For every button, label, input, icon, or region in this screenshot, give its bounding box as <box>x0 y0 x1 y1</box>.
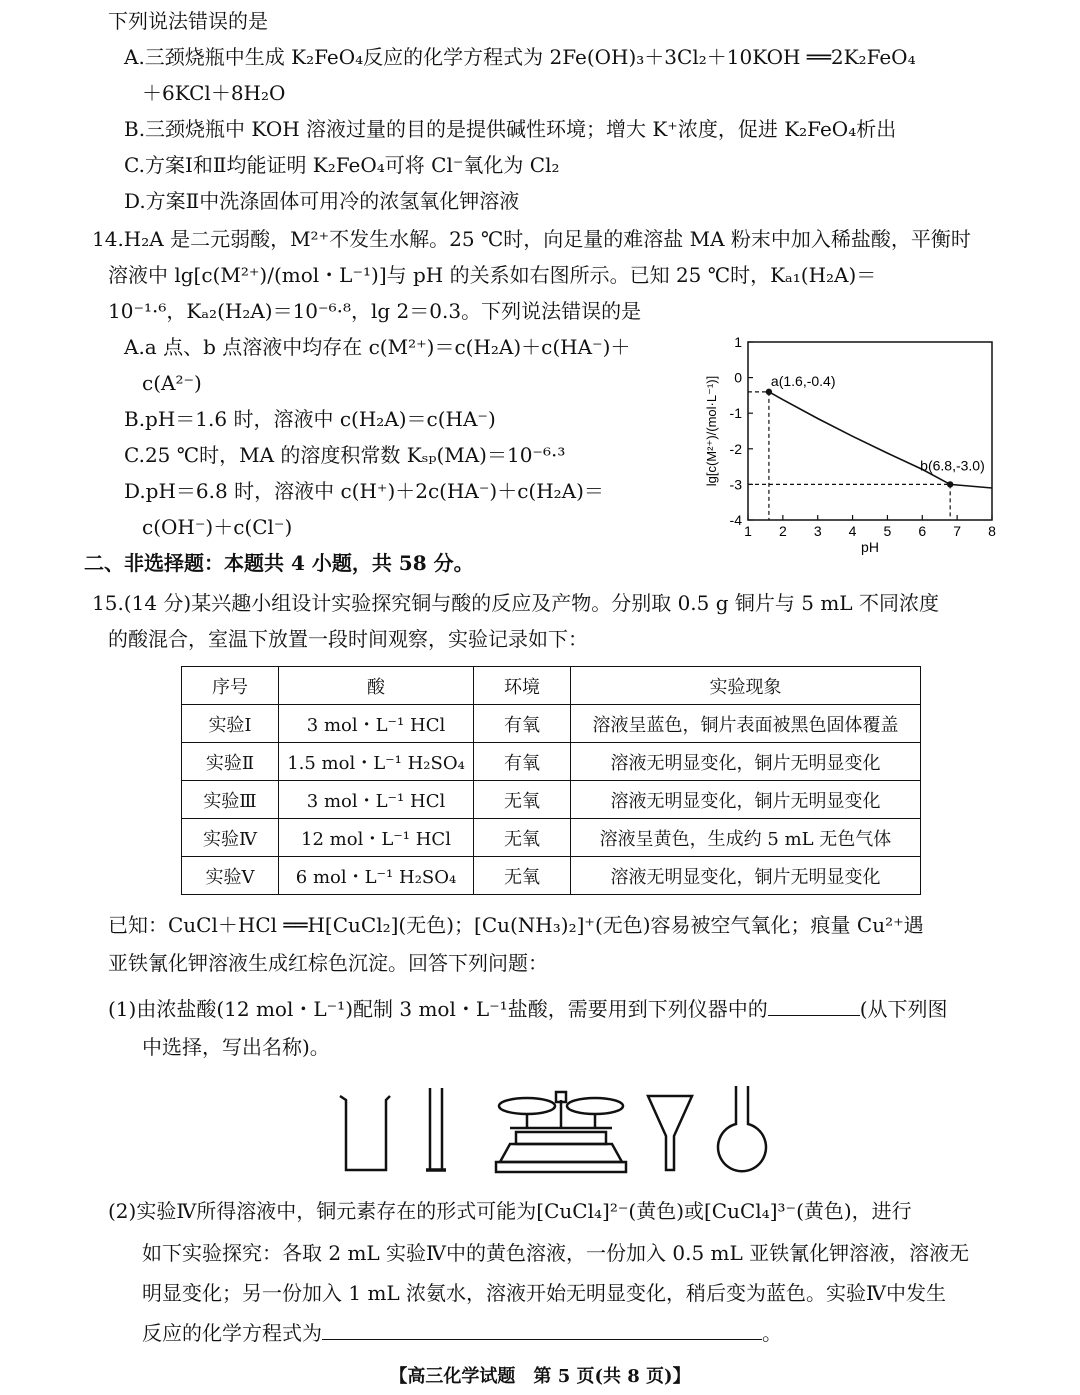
q15-stem-line2: 的酸混合，室温下放置一段时间观察，实验记录如下： <box>108 627 588 651</box>
table-header-row <box>182 667 921 705</box>
answer-blank-2[interactable] <box>322 1339 762 1340</box>
beaker-icon <box>340 1096 390 1170</box>
q14-option-a-line1: A.a 点、b 点溶液中均存在 c(M²⁺)＝c(H₂A)＋c(HA⁻)＋ <box>124 335 631 359</box>
table-header: 实验现象 <box>571 667 921 705</box>
table-row <box>182 705 921 743</box>
table-header: 酸 <box>279 667 474 705</box>
q14-option-b: B.pH＝1.6 时，溶液中 c(H₂A)＝c(HA⁻) <box>124 407 496 431</box>
x-tick-label: 2 <box>778 523 787 539</box>
experiment-table <box>181 666 921 895</box>
q15-known-line1: 已知：CuCl＋HCl ══H[CuCl₂](无色)；[Cu(NH₃)₂]⁺(无色)容易被空气氧化；痕量 Cu²⁺遇 <box>108 913 924 937</box>
table-cell: 溶液无明显变化，铜片无明显变化 <box>571 781 921 819</box>
q13-stem-tail: 下列说法错误的是 <box>108 9 268 33</box>
q13-option-a-line1: A.三颈烧瓶中生成 K₂FeO₄反应的化学方程式为 2Fe(OH)₃＋3Cl₂＋10KOH ══2K₂FeO₄ <box>124 45 916 69</box>
table-cell: 溶液无明显变化，铜片无明显变化 <box>571 857 921 895</box>
table-cell: 无氧 <box>474 819 571 857</box>
q13-option-c: C.方案Ⅰ和Ⅱ均能证明 K₂FeO₄可将 Cl⁻氧化为 Cl₂ <box>124 153 560 177</box>
series-line <box>769 392 992 488</box>
x-tick-label: 8 <box>988 523 996 539</box>
q14-option-c: C.25 ℃时，MA 的溶度积常数 Kₛₚ(MA)＝10⁻⁶·³ <box>124 443 566 467</box>
data-point <box>947 481 953 487</box>
table-cell: 12 mol・L⁻¹ HCl <box>279 819 474 857</box>
q13-option-a-line2: ＋6KCl＋8H₂O <box>142 81 286 105</box>
q15-part1-text-tail: (从下列图 <box>859 997 948 1021</box>
balance-scale-icon <box>496 1092 626 1172</box>
table-cell: 实验Ⅲ <box>182 781 279 819</box>
q15-known-line2: 亚铁氰化钾溶液生成红棕色沉淀。回答下列问题： <box>108 951 548 975</box>
table-cell: 实验Ⅳ <box>182 819 279 857</box>
table-cell: 有氧 <box>474 705 571 743</box>
x-tick-label: 6 <box>918 523 927 539</box>
graduated-cylinder-icon <box>426 1088 446 1170</box>
x-tick-label: 4 <box>848 523 857 539</box>
table-cell: 溶液呈蓝色，铜片表面被黑色固体覆盖 <box>571 705 921 743</box>
table-header: 环境 <box>474 667 571 705</box>
table-cell: 1.5 mol・L⁻¹ H₂SO₄ <box>279 743 474 781</box>
q15-part1-text: (1)由浓盐酸(12 mol・L⁻¹)配制 3 mol・L⁻¹盐酸，需要用到下列仪器中的 <box>108 997 768 1021</box>
x-tick-label: 1 <box>744 523 752 539</box>
q15-part2-line3: 明显变化；另一份加入 1 mL 浓氨水，溶液开始无明显变化，稍后变为蓝色。实验Ⅳ中发生 <box>142 1281 947 1305</box>
q15-part2-text: 反应的化学方程式为 <box>142 1321 322 1345</box>
q15-part2-line1: (2)实验Ⅳ所得溶液中，铜元素存在的形式可能为[CuCl₄]²⁻(黄色)或[CuCl₄]³⁻(黄色)，进行 <box>108 1199 912 1223</box>
instrument-figures <box>330 1082 770 1178</box>
q15-part2-line2: 如下实验探究：各取 2 mL 实验Ⅳ中的黄色溶液，一份加入 0.5 mL 亚铁氰化钾溶液，溶液无 <box>142 1241 970 1265</box>
x-axis-label: pH <box>861 539 879 555</box>
point-label: b(6.8,-3.0) <box>920 457 985 474</box>
y-axis-label: lg[c(M²⁺)/(mol·L⁻¹)] <box>704 375 719 487</box>
q14-stem-line3: 10⁻¹·⁶，Kₐ₂(H₂A)＝10⁻⁶·⁸，lg 2＝0.3。下列说法错误的是 <box>108 299 642 323</box>
y-tick-label: 0 <box>734 369 742 386</box>
funnel-icon <box>648 1096 692 1170</box>
q15-stem-line1: 15.(14 分)某兴趣小组设计实验探究铜与酸的反应及产物。分别取 0.5 g 铜片与 5 mL 不同浓度 <box>92 591 939 615</box>
point-label: a(1.6,-0.4) <box>770 372 836 389</box>
q14-option-d-line1: D.pH＝6.8 时，溶液中 c(H⁺)＋2c(HA⁻)＋c(H₂A)＝ <box>124 479 604 503</box>
table-row <box>182 781 921 819</box>
table-cell: 实验Ⅴ <box>182 857 279 895</box>
q14-stem-line2: 溶液中 lg[c(M²⁺)/(mol・L⁻¹)]与 pH 的关系如右图所示。已知 25 ℃时，Kₐ₁(H₂A)＝ <box>108 263 877 287</box>
x-tick-label: 7 <box>953 523 962 539</box>
table-row <box>182 743 921 781</box>
table-header: 序号 <box>182 667 279 705</box>
x-tick-label: 5 <box>883 523 892 539</box>
table-cell: 6 mol・L⁻¹ H₂SO₄ <box>279 857 474 895</box>
q14-stem-line1: 14.H₂A 是二元弱酸，M²⁺不发生水解。25 ℃时，向足量的难溶盐 MA 粉末中加入稀盐酸，平衡时 <box>92 227 971 251</box>
table-cell: 有氧 <box>474 743 571 781</box>
q14-option-a-line2: c(A²⁻) <box>142 371 202 395</box>
table-cell: 3 mol・L⁻¹ HCl <box>279 705 474 743</box>
table-cell: 实验Ⅰ <box>182 705 279 743</box>
q13-option-b: B.三颈烧瓶中 KOH 溶液过量的目的是提供碱性环境；增大 K⁺浓度，促进 K₂FeO₄析出 <box>124 117 897 141</box>
table-cell: 无氧 <box>474 781 571 819</box>
y-tick-label: -1 <box>729 405 742 422</box>
plot-frame <box>748 342 992 520</box>
table-cell: 实验Ⅱ <box>182 743 279 781</box>
section-2-heading: 二、非选择题：本题共 4 小题，共 58 分。 <box>84 551 474 575</box>
table-cell: 溶液无明显变化，铜片无明显变化 <box>571 743 921 781</box>
y-tick-label: -3 <box>729 476 742 493</box>
table-row <box>182 857 921 895</box>
y-tick-label: 1 <box>734 334 742 350</box>
answer-blank-1[interactable] <box>768 1015 860 1016</box>
q15-part2-line4 <box>142 1320 782 1346</box>
table-cell: 无氧 <box>474 857 571 895</box>
page-footer: 【高三化学试题 第 5 页(共 8 页)】 <box>389 1366 691 1387</box>
q13-option-d: D.方案Ⅱ中洗涤固体可用冷的浓氢氧化钾溶液 <box>124 189 520 213</box>
table-cell: 3 mol・L⁻¹ HCl <box>279 781 474 819</box>
table-row <box>182 819 921 857</box>
y-tick-label: -2 <box>729 440 742 457</box>
q14-option-d-line2: c(OH⁻)＋c(Cl⁻) <box>142 515 293 539</box>
q15-part1-line1 <box>108 996 948 1022</box>
q15-part2-end: 。 <box>762 1321 782 1345</box>
round-bottom-flask-icon <box>718 1086 766 1171</box>
x-tick-label: 3 <box>813 523 822 539</box>
y-tick-label: -4 <box>729 512 742 528</box>
table-cell: 溶液呈黄色，生成约 5 mL 无色气体 <box>571 819 921 857</box>
ph-lgc-chart <box>700 332 1010 562</box>
data-point <box>766 389 772 395</box>
q15-part1-line2: 中选择，写出名称)。 <box>142 1035 330 1059</box>
